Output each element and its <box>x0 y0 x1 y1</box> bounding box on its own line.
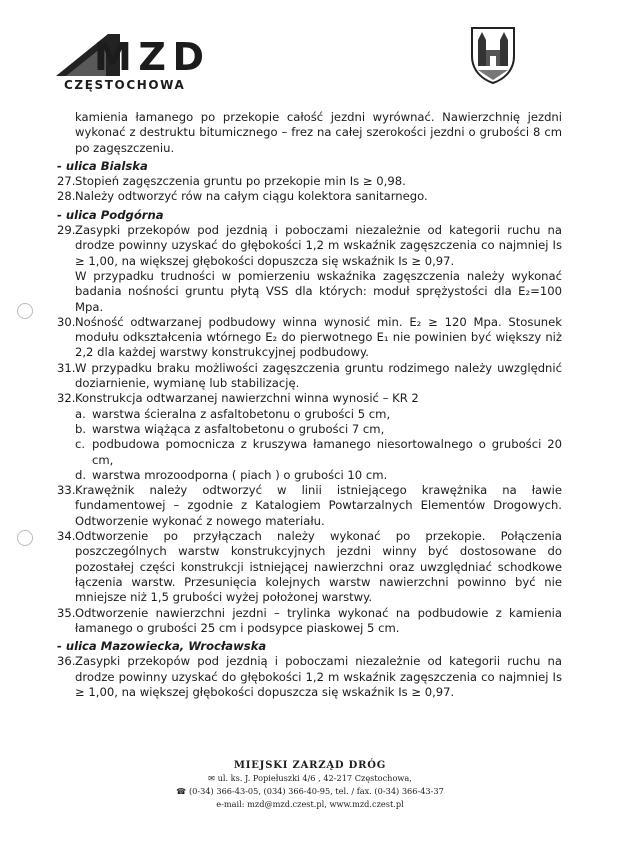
footer-phones: ☎ (0-34) 366-43-05, (034) 366-40-95, tel. / fax. (0-34) 366-43-37 <box>176 786 444 796</box>
sub-item-letter: c. <box>75 437 86 452</box>
logo-graphic <box>56 26 206 78</box>
sub-item-letter: d. <box>75 467 87 482</box>
list-item <box>57 189 562 204</box>
sub-item-text: warstwa mrozoodporna ( piach ) o grubości 10 cm. <box>92 467 388 482</box>
footer-email: e-mail: mzd@mzd.czest.pl, www.mzd.czest.pl <box>216 799 404 809</box>
sub-item <box>57 422 562 437</box>
list-item <box>57 361 562 392</box>
footer-address: ✉ ul. ks. J. Popiełuszki 4/6 , 42-217 Częstochowa, <box>208 773 412 783</box>
list-item <box>57 483 562 529</box>
item-number: 29. <box>57 223 76 238</box>
item-text: Konstrukcja odtwarzanej nawierzchni winna wynosić – KR 2 <box>75 391 419 406</box>
item-text: Zasypki przekopów pod jezdnią i poboczami niezależnie od kategorii ruchu na drodze powinny uzyskać do głębokości 1,2 m wskaźnik zagęszczenia co najmniej Is ≥ 1,00, na większej głębokości dopuszcza się wskaźnik Is ≥ 0,97. <box>75 654 562 699</box>
footer-org-name: MIEJSKI ZARZĄD DRÓG <box>233 760 387 771</box>
item-number: 30. <box>57 314 76 329</box>
section-heading: - ulica Bialska <box>57 158 148 173</box>
list-item <box>57 529 562 605</box>
item-number: 35. <box>57 605 76 620</box>
item-text: W przypadku braku możliwości zagęszczenia gruntu rodzimego należy uwzględnić doziarnienie, wymianę lub stabilizację. <box>75 360 562 391</box>
punch-hole <box>17 303 33 319</box>
list-item <box>57 223 562 269</box>
mzd-logo <box>56 26 216 96</box>
intro-paragraph: kamienia łamanego po przekopie całość jezdni wyrównać. Nawierzchnię jezdni wykonać z destruktu bitumicznego – frez na całej szerokości jezdni o grubości 8 cm po zagęszczeniu. <box>75 110 562 155</box>
sub-item-text: warstwa wiążąca z asfaltobetonu o grubości 7 cm, <box>92 421 385 436</box>
sub-item-text: podbudowa pomocnicza z kruszywa łamanego niesortowalnego o grubości 20 cm, <box>92 437 562 467</box>
sub-item <box>57 468 562 483</box>
list-item <box>57 315 562 361</box>
logo-subtitle: CZĘSTOCHOWA <box>64 78 186 92</box>
item-continuation: W przypadku trudności w pomierzeniu wskaźnika zagęszczenia należy wykonać badania nośności gruntu płytą VSS dla których: moduł sprężystości dla E₂=100 Mpa. <box>75 268 562 314</box>
sub-item-letter: a. <box>75 406 86 421</box>
city-crest-icon <box>470 26 516 84</box>
item-number: 36. <box>57 654 76 669</box>
logo-text: MZD <box>94 35 204 78</box>
document-body <box>57 110 562 700</box>
sub-item-letter: b. <box>75 421 87 436</box>
item-text: Należy odtworzyć rów na całym ciągu kolektora sanitarnego. <box>75 189 428 204</box>
list-item <box>57 174 562 189</box>
item-text: Odtworzenie po przyłączach należy wykonać po przekopie. Połączenia poszczególnych warstw konstrukcyjnych jezdni winny być dostosowane do pozostałej części konstrukcji istniejącej nawierzchni oraz uwzględniać schodkowe łączenia warstw. Przesunięcia kolejnych warstw nawierzchni powinno być nie mniejsze niż 1,5 grubości wyżej położonej warstwy. <box>75 529 562 605</box>
item-number: 31. <box>57 360 76 375</box>
item-text: Stopień zagęszczenia gruntu po przekopie min Is ≥ 0,98. <box>75 174 406 189</box>
item-number: 34. <box>57 529 76 544</box>
item-text: Zasypki przekopów pod jezdnią i poboczami niezależnie od kategorii ruchu na drodze powinny uzyskać do głębokości 1,2 m wskaźnik zagęszczenia co najmniej Is ≥ 1,00, na większej głębokości dopuszcza się wskaźnik Is ≥ 0,97. <box>75 223 562 268</box>
list-item <box>57 391 562 406</box>
letterhead-footer <box>0 759 620 811</box>
section-heading: - ulica Podgórna <box>57 207 164 222</box>
sub-item <box>57 407 562 422</box>
item-number: 28. <box>57 189 76 204</box>
punch-hole <box>17 530 33 546</box>
item-text: Nośność odtwarzanej podbudowy winna wynosić min. E₂ ≥ 120 Mpa. Stosunek modułu odkształcenia wtórnego E₂ do pierwotnego E₁ nie powinien być większy niż 2,2 dla każdej warstwy konstrukcyjnej podbudowy. <box>75 314 562 360</box>
item-text: Odtworzenie nawierzchni jezdni – trylinka wykonać na podbudowie z kamienia łamanego o grubości 25 cm i podsypce piaskowej 5 cm. <box>75 605 562 635</box>
list-item <box>57 606 562 637</box>
item-number: 33. <box>57 483 76 498</box>
item-number: 32. <box>57 391 76 406</box>
item-number: 27. <box>57 174 76 189</box>
list-item <box>57 654 562 700</box>
sub-item-text: warstwa ścieralna z asfaltobetonu o grubości 5 cm, <box>92 406 391 421</box>
sub-item <box>57 437 562 468</box>
section-heading: - ulica Mazowiecka, Wrocławska <box>57 639 267 654</box>
item-text: Krawężnik należy odtworzyć w linii istniejącego krawężnika na ławie fundamentowej – zgodnie z Katalogiem Powtarzalnych Elementów Drogowych. Odtworzenie wykonać z nowego materiału. <box>75 483 562 528</box>
